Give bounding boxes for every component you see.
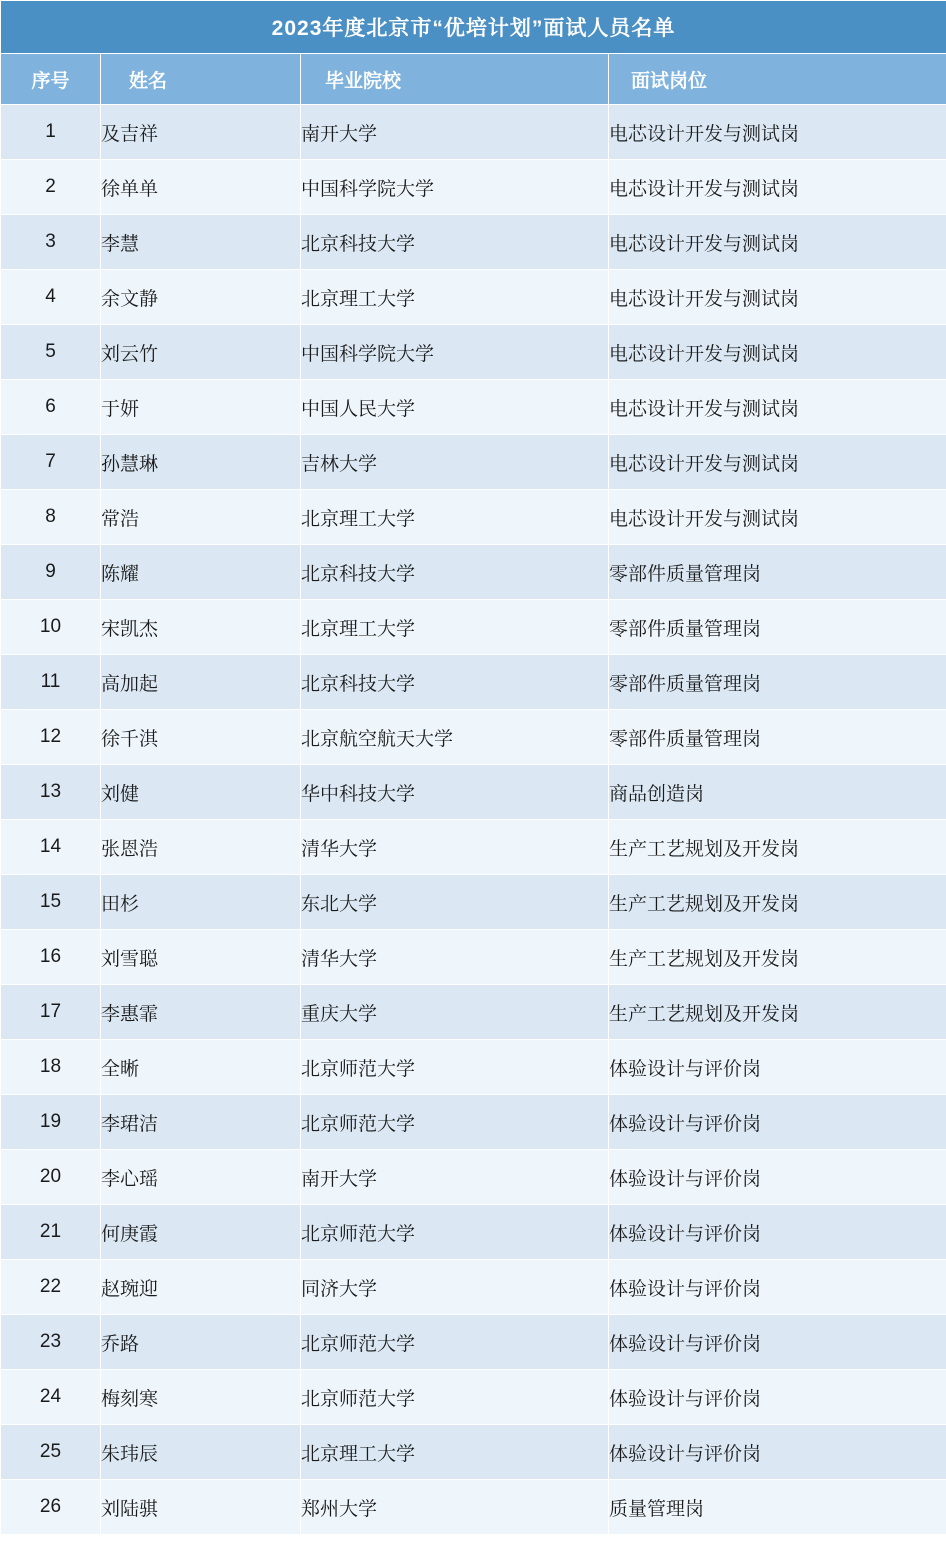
cell-index: 16 — [1, 930, 101, 985]
table-row — [1, 435, 946, 490]
cell-school: 郑州大学 — [301, 1480, 609, 1535]
table-row — [1, 1370, 946, 1425]
cell-post: 生产工艺规划及开发岗 — [609, 875, 946, 930]
cell-name: 田杉 — [101, 875, 301, 930]
cell-index: 15 — [1, 875, 101, 930]
cell-index: 3 — [1, 215, 101, 270]
table-row — [1, 875, 946, 930]
cell-post: 体验设计与评价岗 — [609, 1315, 946, 1370]
cell-school: 北京师范大学 — [301, 1205, 609, 1260]
cell-school: 南开大学 — [301, 105, 609, 160]
cell-school: 北京科技大学 — [301, 655, 609, 710]
cell-name: 徐千淇 — [101, 710, 301, 765]
cell-school: 中国科学院大学 — [301, 325, 609, 380]
cell-name: 刘陆骐 — [101, 1480, 301, 1535]
cell-post: 零部件质量管理岗 — [609, 655, 946, 710]
cell-post: 电芯设计开发与测试岗 — [609, 380, 946, 435]
table-row — [1, 380, 946, 435]
table-row — [1, 545, 946, 600]
cell-name: 及吉祥 — [101, 105, 301, 160]
cell-name: 刘健 — [101, 765, 301, 820]
cell-name: 朱玮辰 — [101, 1425, 301, 1480]
cell-index: 18 — [1, 1040, 101, 1095]
cell-school: 北京师范大学 — [301, 1040, 609, 1095]
cell-school: 北京航空航天大学 — [301, 710, 609, 765]
column-header-school: 毕业院校 — [301, 54, 609, 105]
table-row — [1, 930, 946, 985]
cell-index: 1 — [1, 105, 101, 160]
cell-post: 电芯设计开发与测试岗 — [609, 325, 946, 380]
cell-name: 常浩 — [101, 490, 301, 545]
cell-post: 生产工艺规划及开发岗 — [609, 930, 946, 985]
cell-school: 同济大学 — [301, 1260, 609, 1315]
table-row — [1, 985, 946, 1040]
cell-index: 20 — [1, 1150, 101, 1205]
column-header-index: 序号 — [1, 54, 101, 105]
cell-post: 电芯设计开发与测试岗 — [609, 105, 946, 160]
cell-post: 电芯设计开发与测试岗 — [609, 270, 946, 325]
cell-school: 华中科技大学 — [301, 765, 609, 820]
cell-post: 体验设计与评价岗 — [609, 1260, 946, 1315]
cell-index: 2 — [1, 160, 101, 215]
table-row — [1, 600, 946, 655]
cell-name: 徐单单 — [101, 160, 301, 215]
table-row — [1, 490, 946, 545]
cell-post: 体验设计与评价岗 — [609, 1425, 946, 1480]
cell-school: 北京师范大学 — [301, 1095, 609, 1150]
cell-index: 8 — [1, 490, 101, 545]
cell-school: 北京理工大学 — [301, 490, 609, 545]
cell-name: 赵琬迎 — [101, 1260, 301, 1315]
cell-index: 19 — [1, 1095, 101, 1150]
cell-index: 11 — [1, 655, 101, 710]
cell-school: 中国科学院大学 — [301, 160, 609, 215]
table-row — [1, 1480, 946, 1535]
cell-index: 4 — [1, 270, 101, 325]
cell-school: 清华大学 — [301, 820, 609, 875]
table-row — [1, 820, 946, 875]
cell-name: 于妍 — [101, 380, 301, 435]
cell-name: 宋凯杰 — [101, 600, 301, 655]
cell-index: 7 — [1, 435, 101, 490]
cell-name: 刘云竹 — [101, 325, 301, 380]
cell-name: 何庚霞 — [101, 1205, 301, 1260]
cell-name: 李心瑶 — [101, 1150, 301, 1205]
table-row — [1, 1150, 946, 1205]
cell-post: 电芯设计开发与测试岗 — [609, 435, 946, 490]
cell-name: 刘雪聪 — [101, 930, 301, 985]
table-row — [1, 1040, 946, 1095]
cell-index: 10 — [1, 600, 101, 655]
cell-index: 14 — [1, 820, 101, 875]
cell-post: 体验设计与评价岗 — [609, 1205, 946, 1260]
table-row — [1, 710, 946, 765]
cell-post: 商品创造岗 — [609, 765, 946, 820]
table-row — [1, 1260, 946, 1315]
table-body — [1, 105, 946, 1535]
cell-school: 北京理工大学 — [301, 1425, 609, 1480]
cell-index: 23 — [1, 1315, 101, 1370]
table-row — [1, 1425, 946, 1480]
table-row — [1, 1095, 946, 1150]
cell-index: 9 — [1, 545, 101, 600]
cell-post: 零部件质量管理岗 — [609, 545, 946, 600]
cell-index: 5 — [1, 325, 101, 380]
cell-school: 北京师范大学 — [301, 1315, 609, 1370]
cell-post: 生产工艺规划及开发岗 — [609, 985, 946, 1040]
table-row — [1, 655, 946, 710]
cell-index: 24 — [1, 1370, 101, 1425]
cell-name: 陈耀 — [101, 545, 301, 600]
table-header-row — [1, 54, 946, 105]
cell-index: 12 — [1, 710, 101, 765]
cell-school: 北京理工大学 — [301, 270, 609, 325]
cell-name: 张恩浩 — [101, 820, 301, 875]
cell-index: 6 — [1, 380, 101, 435]
cell-school: 中国人民大学 — [301, 380, 609, 435]
cell-post: 体验设计与评价岗 — [609, 1095, 946, 1150]
cell-post: 电芯设计开发与测试岗 — [609, 490, 946, 545]
cell-index: 25 — [1, 1425, 101, 1480]
cell-index: 13 — [1, 765, 101, 820]
table-row — [1, 105, 946, 160]
cell-post: 电芯设计开发与测试岗 — [609, 160, 946, 215]
cell-school: 吉林大学 — [301, 435, 609, 490]
cell-name: 高加起 — [101, 655, 301, 710]
cell-post: 体验设计与评价岗 — [609, 1150, 946, 1205]
cell-school: 清华大学 — [301, 930, 609, 985]
cell-name: 乔路 — [101, 1315, 301, 1370]
cell-index: 21 — [1, 1205, 101, 1260]
cell-school: 东北大学 — [301, 875, 609, 930]
cell-index: 26 — [1, 1480, 101, 1535]
table-row — [1, 325, 946, 380]
table-title-row — [1, 1, 946, 54]
cell-school: 北京科技大学 — [301, 545, 609, 600]
cell-post: 零部件质量管理岗 — [609, 710, 946, 765]
cell-post: 电芯设计开发与测试岗 — [609, 215, 946, 270]
cell-index: 22 — [1, 1260, 101, 1315]
cell-school: 北京理工大学 — [301, 600, 609, 655]
table-row — [1, 1315, 946, 1370]
cell-school: 北京师范大学 — [301, 1370, 609, 1425]
cell-post: 生产工艺规划及开发岗 — [609, 820, 946, 875]
cell-school: 北京科技大学 — [301, 215, 609, 270]
table-row — [1, 765, 946, 820]
cell-name: 梅刻寒 — [101, 1370, 301, 1425]
column-header-post: 面试岗位 — [609, 54, 946, 105]
cell-post: 体验设计与评价岗 — [609, 1370, 946, 1425]
page-title: 2023年度北京市“优培计划”面试人员名单 — [1, 1, 946, 54]
cell-name: 李珺洁 — [101, 1095, 301, 1150]
cell-name: 孙慧琳 — [101, 435, 301, 490]
cell-name: 李慧 — [101, 215, 301, 270]
table-row — [1, 270, 946, 325]
cell-name: 余文静 — [101, 270, 301, 325]
cell-school: 南开大学 — [301, 1150, 609, 1205]
cell-name: 全晰 — [101, 1040, 301, 1095]
column-header-name: 姓名 — [101, 54, 301, 105]
table-row — [1, 1205, 946, 1260]
cell-school: 重庆大学 — [301, 985, 609, 1040]
table-row — [1, 160, 946, 215]
cell-name: 李惠霏 — [101, 985, 301, 1040]
table-row — [1, 215, 946, 270]
cell-index: 17 — [1, 985, 101, 1040]
cell-post: 零部件质量管理岗 — [609, 600, 946, 655]
cell-post: 质量管理岗 — [609, 1480, 946, 1535]
cell-post: 体验设计与评价岗 — [609, 1040, 946, 1095]
